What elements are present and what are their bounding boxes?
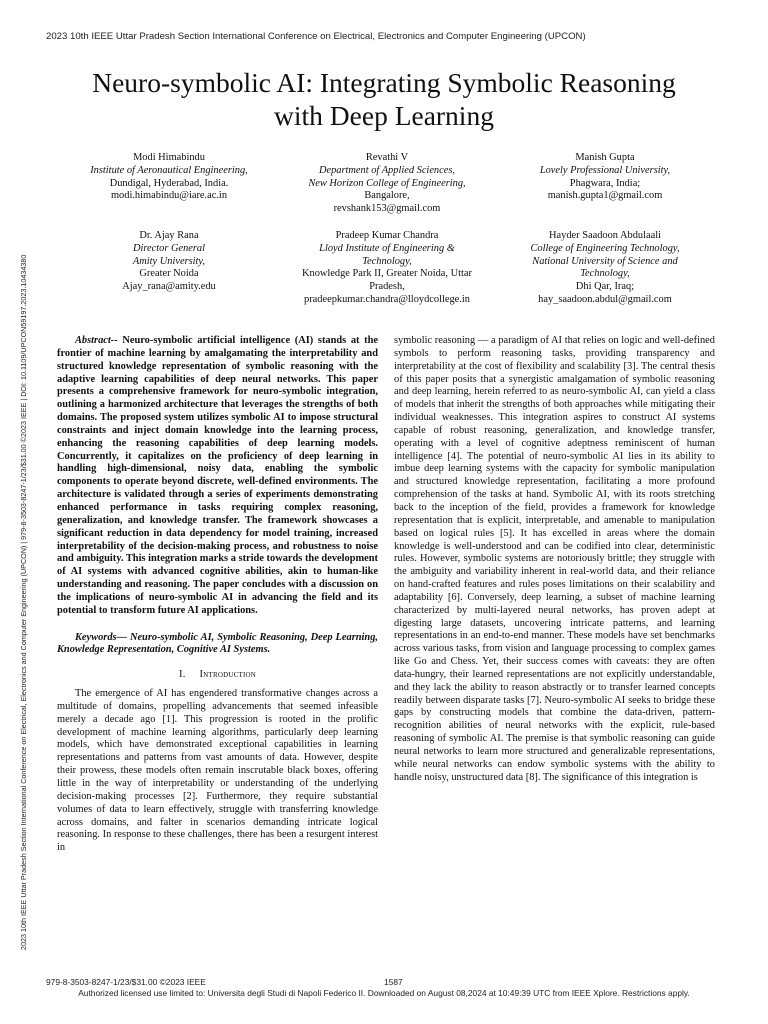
author-affiliation: Technology, bbox=[580, 268, 630, 280]
keywords: Keywords— Neuro-symbolic AI, Symbolic Reasoning, Deep Learning, Knowledge Representation, Cognitive AI Systems. bbox=[57, 631, 378, 656]
author-card bbox=[278, 152, 496, 216]
author-affiliation: Lovely Professional University, bbox=[539, 164, 671, 176]
author-affiliation: National University of Science and bbox=[532, 255, 678, 267]
author-affiliation: Department of Applied Sciences, bbox=[318, 164, 455, 176]
author-address: Bangalore, bbox=[364, 190, 410, 202]
author-card bbox=[496, 230, 714, 307]
section-heading bbox=[57, 669, 378, 682]
author-affiliation: Amity University, bbox=[132, 255, 206, 267]
author-affiliation: Lloyd Institute of Engineering & bbox=[319, 242, 455, 254]
author-address: Knowledge Park II, Greater Noida, Uttar bbox=[302, 268, 472, 280]
author-address: Dundigal, Hyderabad, India. bbox=[109, 177, 229, 189]
author-address: Pradesh, bbox=[369, 281, 405, 293]
author-email: hay_saadoon.abdul@gmail.com bbox=[538, 293, 672, 305]
author-name: Hayder Saadoon Abdulaali bbox=[549, 229, 661, 241]
author-name: Revathi V bbox=[365, 152, 409, 163]
author-card bbox=[60, 230, 278, 307]
section-title: Introduction bbox=[199, 669, 257, 681]
author-affiliation: Director General bbox=[132, 242, 206, 254]
abstract-lead: Abstract-- bbox=[75, 335, 118, 346]
page-number: 1587 bbox=[384, 977, 403, 987]
intro-paragraph-left: The emergence of AI has engendered transformative changes across a multitude of domains, propelling advancements that seemed infeasible merely a decade ago [1]. This progression is rooted in the prolific development of machine learning algorithms, particularly deep learning models, which have demonstrated exceptional capabilities in learning representations and patterns from vast amounts of data. However, despite their prowess, these models often remain inscrutable black boxes, offering little in the way of interpretability or understanding of the underlying decision-making processes [2]. Furthermore, they require substantial volumes of data to learn effectively, struggle with transferring knowledge across domains, and falter in scenarios demanding intricate logical reasoning. In response to these challenges, there has been a resurgent interest in bbox=[57, 688, 378, 854]
author-card bbox=[496, 152, 714, 216]
paper-title: Neuro-symbolic AI: Integrating Symbolic Reasoning with Deep Learning bbox=[92, 67, 676, 131]
author-name: Dr. Ajay Rana bbox=[139, 229, 199, 241]
author-card bbox=[60, 152, 278, 216]
author-name: Pradeep Kumar Chandra bbox=[335, 229, 439, 241]
author-affiliation: Technology, bbox=[362, 255, 412, 267]
author-email: manish.gupta1@gmail.com bbox=[547, 190, 663, 202]
author-affiliation: Institute of Aeronautical Engineering, bbox=[90, 164, 248, 176]
section-number: I. bbox=[178, 669, 186, 681]
author-block bbox=[60, 152, 715, 307]
author-email: revshank153@gmail.com bbox=[333, 203, 441, 215]
author-email: pradeepkumar.chandra@lloydcollege.in bbox=[304, 293, 470, 305]
author-name: Manish Gupta bbox=[575, 152, 635, 163]
author-name: Modi Himabindu bbox=[133, 152, 205, 163]
author-affiliation: New Horizon College of Engineering, bbox=[308, 177, 466, 189]
author-address: Dhi Qar, Iraq; bbox=[575, 281, 635, 293]
left-column bbox=[57, 335, 378, 855]
footer-isbn: 979-8-3503-8247-1/23/$31.00 ©2023 IEEE bbox=[46, 977, 206, 987]
abstract bbox=[57, 335, 378, 618]
author-affiliation: College of Engineering Technology, bbox=[530, 242, 680, 254]
intro-paragraph-right: symbolic reasoning — a paradigm of AI that relies on logic and well-defined symbols to perform reasoning tasks, providing transparency and interpretability at the cost of flexibility and scalability [3]. The central thesis of this paper posits that a synergistic amalgamation of symbolic reasoning and deep learning, herein referred to as neuro-symbolic AI, can yield a class of models that inherit the strengths of both approaches while mitigating their individual weaknesses. This integration aspires to construct AI systems capable of robust reasoning, generalization, and knowledge transfer, operating with a level of cognitive adeptness reminiscent of human intelligence [4]. The potential of neuro-symbolic AI lies in its ability to imbue deep learning systems with the capacity for symbolic manipulation and structured knowledge representation, facilitating a more profound comprehension of the tasks at hand. Symbolic AI, with its roots stretching back to the inception of the field, provides a framework for knowledge representation that is explicit, interpretable, and amenable to manipulation based on logical rules [5]. It has excelled in areas where the domain knowledge is well-understood and can be codified into clear, deterministic rules. However, symbolic systems are notoriously brittle; they struggle with the ambiguity and variability inherent in real-world data, and their reliance on hand-crafted features and rules poses limitations on their scalability and adaptability [6]. Conversely, deep learning, a subset of machine learning characterized by multi-layered neural networks, has proven adept at digesting large datasets, uncovering intricate patterns, and learning representations in an end-to-end manner. These models have set benchmarks across various tasks, from vision and language processing to complex games like Go and Chess. Yet, their success comes with caveats: they are often data-hungry, their learned representations are not explicitly understandable, and they lack the ability to reason abstractly or to transfer learned concepts readily between disparate tasks [7]. Neuro-symbolic AI seeks to bridge these gaps by constructing models that combine the data-driven, pattern-recognition abilities of neural networks with the explicit, rule-based reasoning of symbolic AI. The premise is that symbolic reasoning can guide neural networks to learn more structured and generalizable representations, while neural networks can endow symbolic systems with the ability to handle noisy, unstructured data [8]. The significance of this integration is bbox=[394, 335, 715, 783]
abstract-text: Neuro-symbolic artificial intelligence (AI) stands at the frontier of machine learning by amalgamating the interpretability and structured knowledge representation of symbolic reasoning with the adaptive learning capabilities of deep neural networks. This paper presents a comprehensive framework for neuro-symbolic integration, outlining a harmonized architecture that leverages the strengths of both domains. The proposed system utilizes symbolic AI to impose structural constraints and inject domain knowledge into the learning process, enhancing the reasoning capabilities of deep learning models. Concurrently, it capitalizes on the proficiency of deep learning in handling high-dimensional, noisy data, enabling the symbolic components to operate beyond discrete, well-defined environments. The architecture is validated through a series of experiments demonstrating enhanced performance in tasks requiring complex reasoning, generalization, and knowledge transfer. The framework showcases a significant reduction in data dependency for model training, increased interpretability of the decision-making process, and robustness to noise and ambiguity. This integration marks a stride towards the development of AI systems with advanced cognitive abilities, akin to human-like understanding and reasoning. The paper concludes with a discussion on the implications of neuro-symbolic AI in advancing the field and its potential to transform future AI applications. bbox=[57, 335, 378, 616]
conference-header: 2023 10th IEEE Uttar Pradesh Section International Conference on Electrical, Electronics and Computer Engineering (UPCON) bbox=[46, 31, 586, 42]
author-card bbox=[278, 230, 496, 307]
side-doi-text: 2023 10th IEEE Uttar Pradesh Section International Conference on Electrical, Electronics and Computer Engineering (UPCON) | 979-8-3503-8247-1/23/$31.00 ©2023 IEEE | DOI: 10.1109/UPCON59197.2023.10434380 bbox=[19, 254, 28, 950]
author-email: Ajay_rana@amity.edu bbox=[122, 281, 216, 293]
author-address: Phagwara, India; bbox=[569, 177, 641, 189]
license-notice: Authorized licensed use limited to: Universita degli Studi di Napoli Federico II. Downloaded on August 08,2024 at 10:49:39 UTC from IEEE Xplore. Restrictions apply. bbox=[78, 988, 690, 998]
author-email: modi.himabindu@iare.ac.in bbox=[110, 190, 228, 202]
author-address: Greater Noida bbox=[139, 268, 199, 280]
right-column bbox=[394, 335, 715, 785]
